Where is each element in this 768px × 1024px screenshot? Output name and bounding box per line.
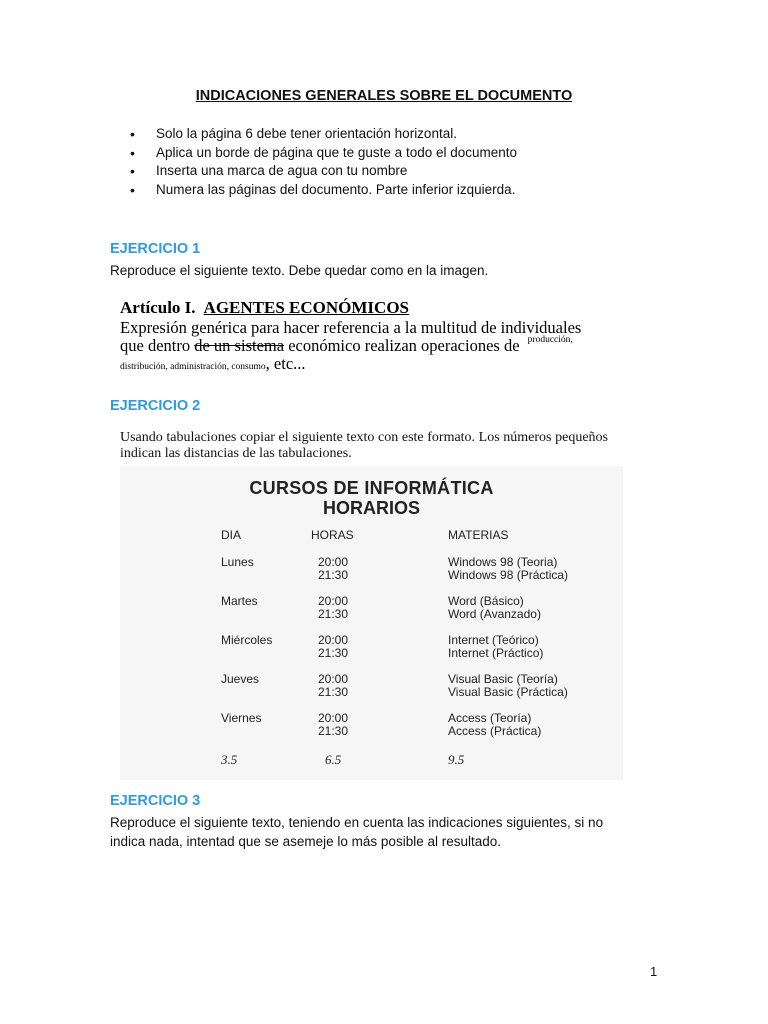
schedule-subject: Windows 98 (Teoria) <box>448 555 558 569</box>
schedule-subject: Visual Basic (Teoría) <box>448 672 558 686</box>
list-item: • Aplica un borde de página que te guste a todo el documento <box>130 144 517 163</box>
article-line: Expresión genérica para hacer referencia a la multitud de individuales <box>120 318 582 337</box>
page-number: 1 <box>650 964 658 979</box>
ejercicio1-instructions: Reproduce el siguiente texto. Debe quedar como en la imagen. <box>110 263 489 278</box>
list-item: • Numera las páginas del documento. Parte inferior izquierda. <box>130 181 517 200</box>
article-line <box>120 336 573 356</box>
article-heading <box>120 298 409 318</box>
list-item: • Inserta una marca de agua con tu nombre <box>130 162 517 181</box>
column-header-horas: HORAS <box>311 528 354 542</box>
article-strikethrough-text: de un sistema <box>194 336 285 355</box>
schedule-day: Miércoles <box>221 633 273 647</box>
schedule-hour: 21:30 <box>318 568 349 582</box>
schedule-subject: Visual Basic (Práctica) <box>448 685 568 699</box>
schedule-subject: Windows 98 (Práctica) <box>448 568 569 582</box>
schedule-sample-image <box>120 466 623 780</box>
schedule-subtitle: HORARIOS <box>322 498 420 518</box>
schedule-hour: 20:00 <box>318 594 349 608</box>
schedule-hour: 21:30 <box>318 685 349 699</box>
indications-list <box>130 125 517 200</box>
tab-measure: 3.5 <box>221 752 238 767</box>
article-small-text: distribución, administración, consumo <box>120 362 266 372</box>
article-title: AGENTES ECONÓMICOS <box>203 298 409 317</box>
article-superscript: producción, <box>527 335 573 345</box>
schedule-hour: 20:00 <box>318 672 349 686</box>
article-line <box>120 354 306 374</box>
article-text: que dentro <box>120 336 195 355</box>
list-item: • Solo la página 6 debe tener orientación horizontal. <box>130 125 517 144</box>
schedule-hour: 21:30 <box>318 724 349 738</box>
schedule-subject: Internet (Teórico) <box>448 633 539 647</box>
schedule-day: Lunes <box>221 555 254 569</box>
ejercicio1-heading: EJERCICIO 1 <box>110 241 201 257</box>
column-header-materias: MATERIAS <box>448 528 509 542</box>
ejercicio3-instructions: Reproduce el siguiente texto, teniendo en cuenta las indicaciones siguientes, si no indica nada, intentad que se asemeje lo más posible al resultado. <box>110 815 604 849</box>
schedule-day: Viernes <box>221 711 262 725</box>
column-header-dia: DIA <box>221 528 242 542</box>
schedule-day: Martes <box>221 594 258 608</box>
ejercicio3-heading: EJERCICIO 3 <box>110 793 201 809</box>
schedule-day: Jueves <box>221 672 260 686</box>
schedule-subject: Access (Práctica) <box>448 724 542 738</box>
tab-measure: 6.5 <box>325 752 342 767</box>
schedule-hour: 20:00 <box>318 633 349 647</box>
schedule-subject: Word (Avanzado) <box>448 607 541 621</box>
document-title: INDICACIONES GENERALES SOBRE EL DOCUMENTO <box>195 88 573 104</box>
ejercicio2-instructions: Usando tabulaciones copiar el siguiente texto con este formato. Los números pequeños indican las distancias de las tabulaciones. <box>120 430 608 461</box>
article-text: económico realizan operaciones de <box>284 336 524 355</box>
schedule-hour: 21:30 <box>318 607 349 621</box>
article-label: Artículo I. <box>120 298 196 317</box>
ejercicio2-heading: EJERCICIO 2 <box>110 398 201 414</box>
schedule-title: CURSOS DE INFORMÁTICA <box>249 478 494 498</box>
schedule-hour: 20:00 <box>318 555 349 569</box>
schedule-subject: Word (Básico) <box>448 594 524 608</box>
tab-measure: 9.5 <box>448 752 465 767</box>
schedule-hour: 20:00 <box>318 711 349 725</box>
article-text: , etc... <box>265 354 306 373</box>
schedule-hour: 21:30 <box>318 646 349 660</box>
schedule-subject: Access (Teoría) <box>448 711 532 725</box>
schedule-subject: Internet (Práctico) <box>448 646 544 660</box>
